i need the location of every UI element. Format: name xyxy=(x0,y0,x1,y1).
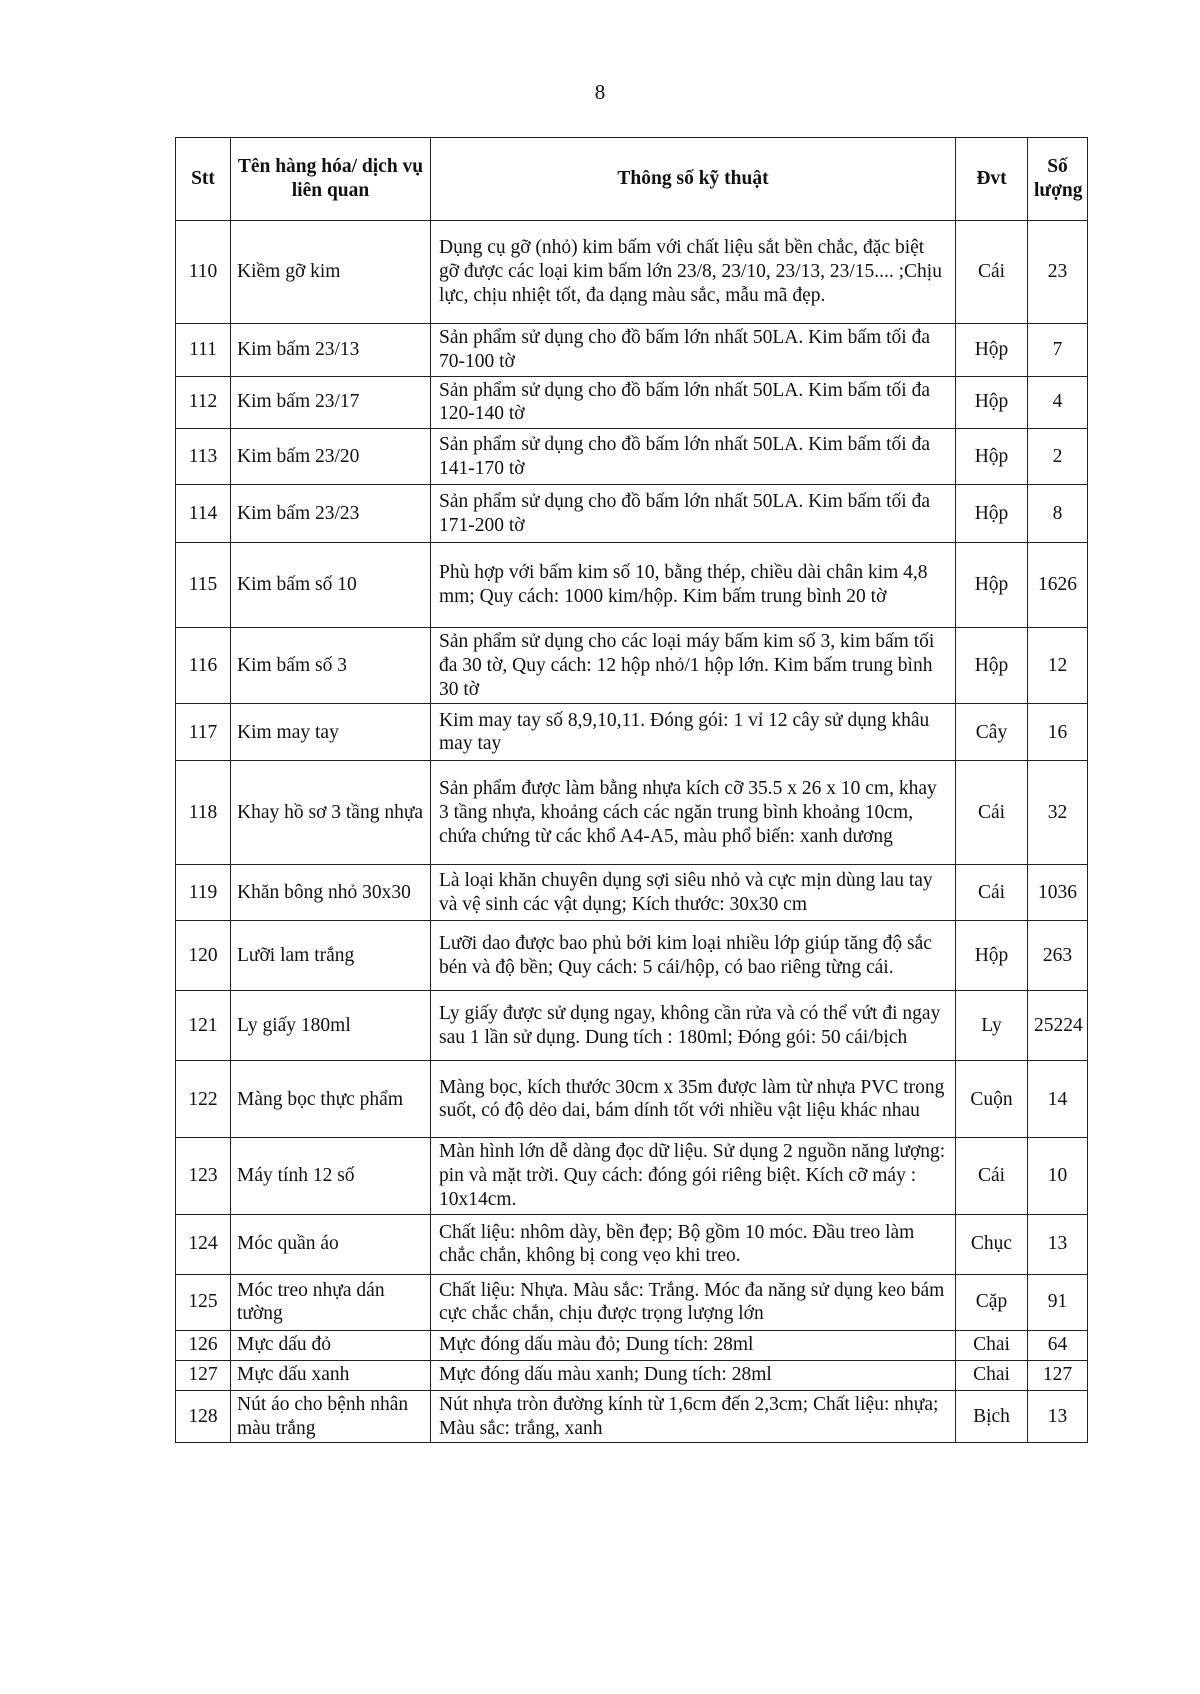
cell-name: Móc quần áo xyxy=(231,1214,431,1274)
cell-qty: 16 xyxy=(1028,704,1088,761)
cell-unit: Cặp xyxy=(956,1274,1028,1330)
cell-qty: 91 xyxy=(1028,1274,1088,1330)
table-row xyxy=(176,1360,1088,1390)
cell-stt: 113 xyxy=(176,429,231,485)
cell-name: Mực dấu xanh xyxy=(231,1360,431,1390)
table-row xyxy=(176,761,1088,865)
table-row xyxy=(176,921,1088,991)
cell-name: Khăn bông nhỏ 30x30 xyxy=(231,865,431,921)
table-row xyxy=(176,1274,1088,1330)
table-row xyxy=(176,1330,1088,1360)
cell-unit: Cái xyxy=(956,1138,1028,1214)
cell-stt: 117 xyxy=(176,704,231,761)
cell-spec: Chất liệu: Nhựa. Màu sắc: Trắng. Móc đa năng sử dụng keo bám cực chắc chắn, chịu được trọng lượng lớn xyxy=(431,1274,956,1330)
cell-spec: Mực đóng dấu màu đỏ; Dung tích: 28ml xyxy=(431,1330,956,1360)
cell-stt: 124 xyxy=(176,1214,231,1274)
table-row xyxy=(176,991,1088,1061)
cell-unit: Hộp xyxy=(956,628,1028,704)
cell-spec: Phù hợp với bấm kim số 10, bằng thép, chiều dài chân kim 4,8 mm; Quy cách: 1000 kim/hộp. Kim bấm trung bình 20 tờ xyxy=(431,543,956,628)
cell-stt: 126 xyxy=(176,1330,231,1360)
cell-unit: Cuộn xyxy=(956,1061,1028,1138)
cell-qty: 1626 xyxy=(1028,543,1088,628)
cell-qty: 25224 xyxy=(1028,991,1088,1061)
table-row xyxy=(176,1214,1088,1274)
cell-unit: Hộp xyxy=(956,376,1028,429)
cell-unit: Hộp xyxy=(956,485,1028,543)
header-name: Tên hàng hóa/ dịch vụ liên quan xyxy=(231,138,431,221)
cell-name: Màng bọc thực phẩm xyxy=(231,1061,431,1138)
cell-name: Kim bấm số 10 xyxy=(231,543,431,628)
cell-spec: Sản phẩm sử dụng cho đồ bấm lớn nhất 50LA. Kim bấm tối đa 171-200 tờ xyxy=(431,485,956,543)
table-row xyxy=(176,628,1088,704)
cell-unit: Chai xyxy=(956,1330,1028,1360)
cell-spec: Kim may tay số 8,9,10,11. Đóng gói: 1 vỉ 12 cây sử dụng khâu may tay xyxy=(431,704,956,761)
cell-qty: 1036 xyxy=(1028,865,1088,921)
cell-spec: Chất liệu: nhôm dày, bền đẹp; Bộ gồm 10 móc. Đầu treo làm chắc chắn, không bị cong vẹo khi treo. xyxy=(431,1214,956,1274)
cell-name: Kim bấm 23/20 xyxy=(231,429,431,485)
cell-name: Kim bấm 23/23 xyxy=(231,485,431,543)
cell-spec: Dụng cụ gỡ (nhỏ) kim bấm với chất liệu sắt bền chắc, đặc biệt gỡ được các loại kim bấm lớn 23/8, 23/10, 23/13, 23/15.... ;Chịu lực, chịu nhiệt tốt, đa dạng màu sắc, mẫu mã đẹp. xyxy=(431,221,956,324)
cell-unit: Cây xyxy=(956,704,1028,761)
cell-name: Kiềm gỡ kim xyxy=(231,221,431,324)
cell-name: Ly giấy 180ml xyxy=(231,991,431,1061)
table-row xyxy=(176,429,1088,485)
table-row xyxy=(176,543,1088,628)
header-stt: Stt xyxy=(176,138,231,221)
cell-stt: 127 xyxy=(176,1360,231,1390)
cell-unit: Ly xyxy=(956,991,1028,1061)
cell-qty: 10 xyxy=(1028,1138,1088,1214)
cell-name: Mực dấu đỏ xyxy=(231,1330,431,1360)
cell-stt: 125 xyxy=(176,1274,231,1330)
table-body xyxy=(176,221,1088,1443)
cell-name: Kim bấm 23/17 xyxy=(231,376,431,429)
cell-spec: Nút nhựa tròn đường kính từ 1,6cm đến 2,3cm; Chất liệu: nhựa; Màu sắc: trắng, xanh xyxy=(431,1390,956,1443)
cell-unit: Cái xyxy=(956,865,1028,921)
cell-spec: Sản phẩm được làm bằng nhựa kích cỡ 35.5 x 26 x 10 cm, khay 3 tầng nhựa, khoảng cách các ngăn trung bình khoảng 10cm, chứa chứng từ các khổ A4-A5, màu phổ biến: xanh dương xyxy=(431,761,956,865)
cell-stt: 114 xyxy=(176,485,231,543)
cell-unit: Chai xyxy=(956,1360,1028,1390)
cell-qty: 13 xyxy=(1028,1214,1088,1274)
cell-stt: 123 xyxy=(176,1138,231,1214)
cell-name: Lưỡi lam trắng xyxy=(231,921,431,991)
header-qty: Số lượng xyxy=(1028,138,1088,221)
cell-spec: Màn hình lớn dễ dàng đọc dữ liệu. Sử dụng 2 nguồn năng lượng: pin và mặt trời. Quy cách: đóng gói riêng biệt. Kích cỡ máy : 10x14cm. xyxy=(431,1138,956,1214)
cell-name: Nút áo cho bệnh nhân màu trắng xyxy=(231,1390,431,1443)
cell-unit: Chục xyxy=(956,1214,1028,1274)
cell-name: Kim bấm số 3 xyxy=(231,628,431,704)
cell-qty: 7 xyxy=(1028,324,1088,377)
cell-qty: 127 xyxy=(1028,1360,1088,1390)
cell-spec: Sản phẩm sử dụng cho đồ bấm lớn nhất 50LA. Kim bấm tối đa 70-100 tờ xyxy=(431,324,956,377)
cell-stt: 116 xyxy=(176,628,231,704)
header-unit: Đvt xyxy=(956,138,1028,221)
table-row xyxy=(176,1390,1088,1443)
table-row xyxy=(176,1138,1088,1214)
cell-stt: 115 xyxy=(176,543,231,628)
cell-qty: 4 xyxy=(1028,376,1088,429)
cell-spec: Sản phẩm sử dụng cho đồ bấm lớn nhất 50LA. Kim bấm tối đa 120-140 tờ xyxy=(431,376,956,429)
header-spec: Thông số kỹ thuật xyxy=(431,138,956,221)
cell-unit: Hộp xyxy=(956,324,1028,377)
cell-unit: Cái xyxy=(956,221,1028,324)
cell-stt: 128 xyxy=(176,1390,231,1443)
table-row xyxy=(176,376,1088,429)
table-row xyxy=(176,221,1088,324)
cell-spec: Màng bọc, kích thước 30cm x 35m được làm từ nhựa PVC trong suốt, có độ dẻo dai, bám dính tốt với nhiều vật liệu khác nhau xyxy=(431,1061,956,1138)
cell-spec: Mực đóng dấu màu xanh; Dung tích: 28ml xyxy=(431,1360,956,1390)
cell-qty: 8 xyxy=(1028,485,1088,543)
cell-stt: 112 xyxy=(176,376,231,429)
cell-spec: Ly giấy được sử dụng ngay, không cần rửa và có thể vứt đi ngay sau 1 lần sử dụng. Dung tích : 180ml; Đóng gói: 50 cái/bịch xyxy=(431,991,956,1061)
cell-unit: Cái xyxy=(956,761,1028,865)
page-number: 8 xyxy=(594,80,606,104)
cell-unit: Hộp xyxy=(956,429,1028,485)
cell-name: Kim may tay xyxy=(231,704,431,761)
cell-stt: 120 xyxy=(176,921,231,991)
table-row xyxy=(176,704,1088,761)
cell-qty: 263 xyxy=(1028,921,1088,991)
goods-table-container xyxy=(175,137,1087,1443)
cell-qty: 12 xyxy=(1028,628,1088,704)
cell-unit: Bịch xyxy=(956,1390,1028,1443)
cell-qty: 14 xyxy=(1028,1061,1088,1138)
cell-stt: 121 xyxy=(176,991,231,1061)
cell-name: Khay hồ sơ 3 tầng nhựa xyxy=(231,761,431,865)
table-row xyxy=(176,324,1088,377)
cell-qty: 2 xyxy=(1028,429,1088,485)
cell-qty: 32 xyxy=(1028,761,1088,865)
cell-stt: 122 xyxy=(176,1061,231,1138)
cell-stt: 118 xyxy=(176,761,231,865)
cell-qty: 23 xyxy=(1028,221,1088,324)
table-row xyxy=(176,485,1088,543)
cell-unit: Hộp xyxy=(956,921,1028,991)
cell-spec: Là loại khăn chuyên dụng sợi siêu nhỏ và cực mịn dùng lau tay và vệ sinh các vật dụng; Kích thước: 30x30 cm xyxy=(431,865,956,921)
cell-stt: 119 xyxy=(176,865,231,921)
cell-spec: Lưỡi dao được bao phủ bởi kim loại nhiều lớp giúp tăng độ sắc bén và độ bền; Quy cách: 5 cái/hộp, có bao riêng từng cái. xyxy=(431,921,956,991)
cell-spec: Sản phẩm sử dụng cho đồ bấm lớn nhất 50LA. Kim bấm tối đa 141-170 tờ xyxy=(431,429,956,485)
cell-unit: Hộp xyxy=(956,543,1028,628)
table-row xyxy=(176,865,1088,921)
cell-stt: 111 xyxy=(176,324,231,377)
cell-qty: 64 xyxy=(1028,1330,1088,1360)
cell-name: Máy tính 12 số xyxy=(231,1138,431,1214)
cell-name: Móc treo nhựa dán tường xyxy=(231,1274,431,1330)
table-row xyxy=(176,1061,1088,1138)
goods-table xyxy=(175,137,1088,1443)
table-header-row xyxy=(176,138,1088,221)
cell-spec: Sản phẩm sử dụng cho các loại máy bấm kim số 3, kim bấm tối đa 30 tờ, Quy cách: 12 hộp nhỏ/1 hộp lớn. Kim bấm trung bình 30 tờ xyxy=(431,628,956,704)
cell-qty: 13 xyxy=(1028,1390,1088,1443)
cell-stt: 110 xyxy=(176,221,231,324)
cell-name: Kim bấm 23/13 xyxy=(231,324,431,377)
